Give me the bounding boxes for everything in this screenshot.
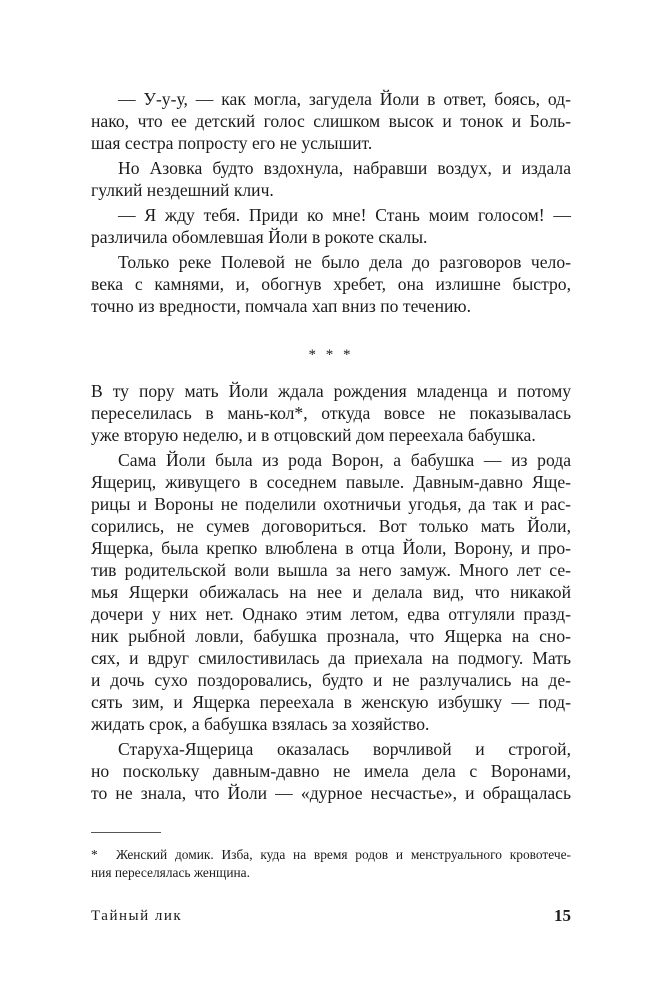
text-line: но поскольку давным-давно не имела дела с Воронами, xyxy=(91,761,571,781)
text-line: и дочь сухо поздоровались, будто и не разлучались на де- xyxy=(91,670,571,690)
running-title: Тайный лик xyxy=(91,908,183,924)
text-line: тив родительской воли вышла за него замуж. Много лет се- xyxy=(91,560,571,580)
text-line: Но Азовка будто вздохнула, набравши воздух, и издала xyxy=(118,158,571,178)
section-break: * * * xyxy=(308,347,354,363)
text-line: то не знала, что Йоли — «дурное несчастье», и обращалась xyxy=(91,783,571,803)
text-line: дочери у них нет. Однако этим летом, едва отгуляли празд- xyxy=(91,604,571,624)
text-line: века с камнями, и, обогнув хребет, она излишне быстро, xyxy=(91,274,571,294)
text-line: В ту пору мать Йоли ждала рождения младенца и потому xyxy=(91,381,571,401)
text-line: сять зим, и Ящерка переехала в женскую избушку — под- xyxy=(91,692,571,712)
text-line: мья Ящерки обижалась на нее и делала вид, что никакой xyxy=(91,582,571,602)
text-line: сорились, не сумев договориться. Вот только мать Йоли, xyxy=(91,516,571,536)
text-line: — У-у-у, — как могла, загудела Йоли в ответ, боясь, од- xyxy=(118,89,571,109)
text-line: жидать срок, а бабушка взялась за хозяйство. xyxy=(91,714,430,734)
text-line: Старуха-Ящерица оказалась ворчливой и строгой, xyxy=(118,739,571,759)
text-line: Ящериц, живущего в соседнем павыле. Давным-давно Яще- xyxy=(91,472,571,492)
text-line: нако, что ее детский голос слишком высок и тонок и Боль- xyxy=(91,111,571,131)
text-line: — Я жду тебя. Приди ко мне! Стань моим голосом! — xyxy=(118,205,571,225)
text-line: гулкий нездешний клич. xyxy=(91,180,274,200)
text-line: шая сестра попросту его не услышит. xyxy=(91,133,373,153)
text-line: Только реке Полевой не было дела до разговоров чело- xyxy=(118,252,571,272)
text-line: ник рыбной ловли, бабушка прознала, что Ящерка на сно- xyxy=(91,626,571,646)
text-line: сях, и вдруг смилостивилась да приехала на подмогу. Мать xyxy=(91,648,571,668)
text-line: Сама Йоли была из рода Ворон, а бабушка — из рода xyxy=(118,450,571,470)
text-line: переселилась в мань-кол*, откуда вовсе не показывалась xyxy=(91,403,571,423)
footnote-divider xyxy=(91,832,161,833)
text-line: точно из вредности, помчала хап вниз по течению. xyxy=(91,296,471,316)
text-line: различила обомлевшая Йоли в рокоте скалы. xyxy=(91,227,428,247)
footnote-text: ния переселялась женщина. xyxy=(91,865,250,880)
page-number: 15 xyxy=(554,906,571,925)
text-line: рицы и Вороны не поделили охотничьи угодья, да так и рас- xyxy=(91,494,571,514)
text-line: уже вторую неделю, и в отцовский дом переехала бабушка. xyxy=(91,425,536,445)
footnote-text: Женский домик. Изба, куда на время родов и менструального кровотече- xyxy=(116,847,571,862)
text-line: Ящерка, была крепко влюблена в отца Йоли, Ворону, и про- xyxy=(91,538,571,558)
footnote-mark: * xyxy=(91,847,98,862)
